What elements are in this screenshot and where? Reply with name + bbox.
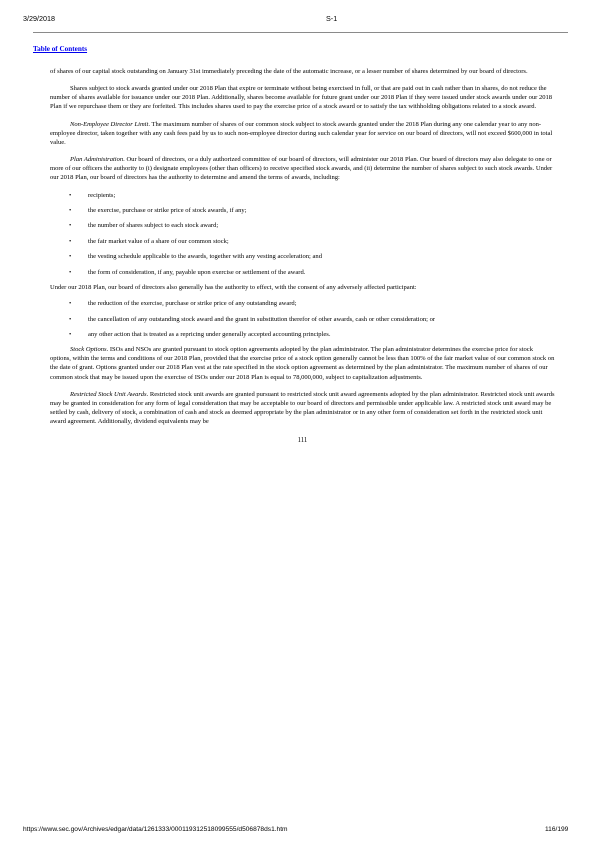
bullet-icon: • <box>69 253 72 261</box>
bullet-icon: • <box>69 330 72 338</box>
list-item: • the cancellation of any outstanding stock award and the grant in substitution therefor of other awards, cash or other consideration; or <box>69 315 436 323</box>
print-page-count: 116/199 <box>545 826 569 833</box>
list-item: • the fair market value of a share of our common stock; <box>69 237 229 245</box>
paragraph-rsu-awards: Restricted Stock Unit Awards. Restricted stock unit awards are granted pursuant to restricted stock unit award agreements adopted by the plan administrator. Restricted stock unit awards may be granted in consideration for any form of legal consideration that may be acceptable to our board of directors and permissible under applicable law. A restricted stock unit award may be settled by cash, delivery of stock, a combination of cash and stock as deemed appropriate by the plan administrator or in any other form of consideration set forth in the restricted stock unit award agreement. Additionally, dividend equivalents may be <box>50 390 555 426</box>
bullet-icon: • <box>69 191 72 199</box>
list-item: • the reduction of the exercise, purchase or strike price of any outstanding award; <box>69 300 297 308</box>
print-date: 3/29/2018 <box>23 14 55 23</box>
list-item: • recipients; <box>69 191 116 199</box>
repricing-actions-list <box>50 299 555 339</box>
header-divider <box>33 32 568 33</box>
paragraph-plan-administration: Plan Administration. Our board of directors, or a duly authorized committee of our board of directors, will administer our 2018 Plan. Our board of directors may also delegate to one or more of our officers the authority to (i) designate employees (other than officers) to receive specified stock awards, and (ii) determine the number of shares subject to such stock awards. Under our 2018 Plan, our board of directors has the authority to determine and amend the terms of awards, including: <box>50 156 553 182</box>
page-number: 111 <box>297 437 308 445</box>
table-of-contents-link[interactable]: Table of Contents <box>33 45 88 53</box>
section-heading-rsu-awards: Restricted Stock Unit Awards <box>70 390 147 398</box>
bullet-icon: • <box>69 222 72 230</box>
document-title: S-1 <box>326 14 338 23</box>
section-heading-stock-options: Stock Options <box>70 346 107 354</box>
list-item: • any other action that is treated as a repricing under generally accepted accounting principles. <box>69 330 331 338</box>
document-body <box>50 67 555 445</box>
section-heading-director-limit: Non-Employee Director Limit <box>70 120 149 128</box>
paragraph-share-reserve: Shares subject to stock awards granted under our 2018 Plan that expire or terminate without being exercised in full, or that are paid out in cash rather than in shares, do not reduce the number of shares available for issuance under our 2018 Plan. Additionally, shares become available for future grant under our 2018 Plan if they were issued under stock awards under our 2018 Plan if we repurchase them or they are forfeited. This includes shares used to pay the exercise price of a stock award or to satisfy the tax withholding obligations related to a stock award. <box>50 85 553 111</box>
paragraph-stock-options: Stock Options. ISOs and NSOs are granted pursuant to stock option agreements adopted by the plan administrator. The plan administrator determines the exercise price for stock options, within the terms and conditions of our 2018 Plan, provided that the exercise price of a stock option generally cannot be less than 100% of the fair market value of our common stock on the date of grant. Options granted under our 2018 Plan vest at the rate specified in the stock option agreement as determined by the plan administrator. The maximum number of shares of our common stock that may be issued upon the exercise of ISOs under our 2018 Plan is equal to 78,000,000, subject to capitalization adjustments. <box>50 346 555 381</box>
paragraph-director-limit: Non-Employee Director Limit. The maximum number of shares of our common stock subject to stock awards granted under the 2018 Plan during any one calendar year to any non-employee director, taken together with any cash fees paid by us to such non-employee director during such calendar year for service on our board of directors, will not exceed $600,000 in total value. <box>50 120 553 146</box>
paragraph-repricing-authority: Under our 2018 Plan, our board of directors also generally has the authority to effect, with the consent of any adversely affected participant: <box>50 284 417 292</box>
bullet-icon: • <box>69 237 72 245</box>
bullet-icon: • <box>69 268 72 276</box>
bullet-icon: • <box>69 300 72 308</box>
list-item: • the form of consideration, if any, payable upon exercise or settlement of the award. <box>69 268 306 276</box>
list-item: • the exercise, purchase or strike price of stock awards, if any; <box>69 207 247 215</box>
source-url: https://www.sec.gov/Archives/edgar/data/1261333/000119312518099555/d506878ds1.htm <box>23 826 288 833</box>
bullet-icon: • <box>69 207 72 215</box>
paragraph-share-increase: of shares of our capital stock outstanding on January 31st immediately preceding the date of the automatic increase, or a lesser number of shares determined by our board of directors. <box>50 68 528 75</box>
list-item: • the vesting schedule applicable to the awards, together with any vesting acceleration; and <box>69 253 322 261</box>
list-item: • the number of shares subject to each stock award; <box>69 222 219 230</box>
bullet-icon: • <box>69 315 72 323</box>
award-terms-list <box>50 191 555 277</box>
section-heading-plan-administration: Plan Administration <box>70 156 124 164</box>
